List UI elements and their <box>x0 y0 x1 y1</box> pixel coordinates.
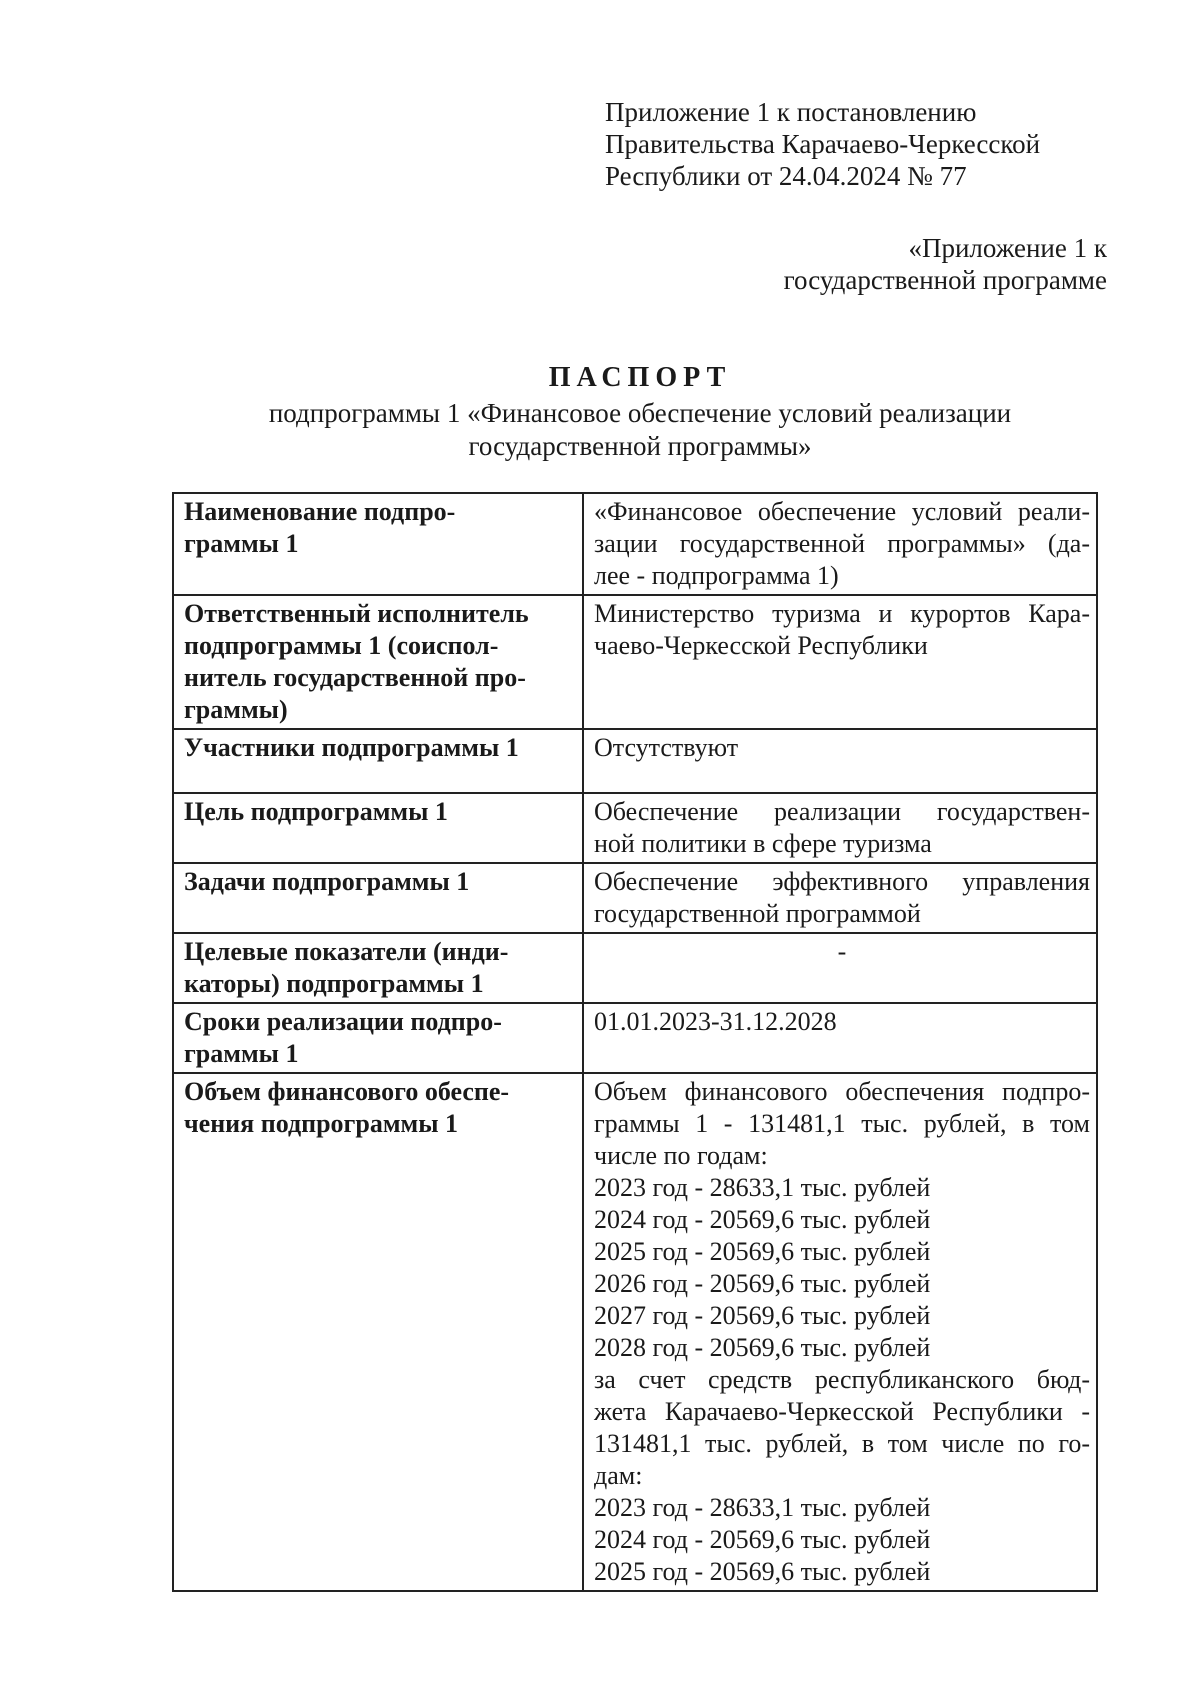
row-label: Ответственный исполнитель подпрограммы 1 (соиспол- нитель государственной про- граммы) <box>173 595 583 729</box>
row-label: Цель подпрограммы 1 <box>173 793 583 863</box>
row-label: Целевые показатели (инди- каторы) подпрограммы 1 <box>173 933 583 1003</box>
table-row <box>173 933 1097 1003</box>
decree-line-3: Республики от 24.04.2024 № 77 <box>605 161 967 191</box>
passport-table <box>172 492 1098 1592</box>
table-row <box>173 1073 1097 1591</box>
decree-line-2: Правительства Карачаево-Черкесской <box>605 129 1041 159</box>
subtitle-line-1: подпрограммы 1 «Финансовое обеспечение условий реализации <box>268 398 1012 428</box>
row-value: «Финансовое обеспечение условий реали- зации государственной программы» (да- лее - подпрограмма 1) <box>583 493 1097 595</box>
row-value: Обеспечение эффективного управления государственной программой <box>583 863 1097 933</box>
row-label: Сроки реализации подпро- граммы 1 <box>173 1003 583 1073</box>
appendix-note <box>627 232 1107 296</box>
row-value: - <box>583 933 1097 1003</box>
page-title: ПАСПОРТ <box>548 362 732 393</box>
row-value: 01.01.2023-31.12.2028 <box>583 1003 1097 1073</box>
row-value: Министерство туризма и курортов Кара- чаево-Черкесской Республики <box>583 595 1097 729</box>
table-row <box>173 729 1097 793</box>
table-row <box>173 793 1097 863</box>
subtitle-line-2: государственной программы» <box>468 431 812 461</box>
table-row <box>173 863 1097 933</box>
table-row <box>173 1003 1097 1073</box>
row-label: Участники подпрограммы 1 <box>173 729 583 793</box>
row-label: Наименование подпро- граммы 1 <box>173 493 583 595</box>
appendix-line-2: государственной программе <box>783 265 1107 295</box>
row-value: Обеспечение реализации государствен- ной политики в сфере туризма <box>583 793 1097 863</box>
row-value: Отсутствуют <box>583 729 1097 793</box>
page-subtitle <box>0 397 1200 463</box>
row-label: Задачи подпрограммы 1 <box>173 863 583 933</box>
table-row <box>173 493 1097 595</box>
decree-reference <box>605 96 1125 192</box>
decree-line-1: Приложение 1 к постановлению <box>605 97 977 127</box>
row-value: Объем финансового обеспечения подпро- граммы 1 - 131481,1 тыс. рублей, в том числе по годам: 2023 год - 28633,1 тыс. рублей 2024 год - 20569,6 тыс. рублей 2025 год - 20569,6 тыс. рублей 2026 год - 20569,6 тыс. рублей 2027 год - 20569,6 тыс. рублей 2028 год - 20569,6 тыс. рублей за счет средств республиканского бюд- жета Карачаево-Черкесской Республики - 131481,1 тыс. рублей, в том числе по го- дам: 2023 год - 28633,1 тыс. рублей 2024 год - 20569,6 тыс. рублей 2025 год - 20569,6 тыс. рублей <box>583 1073 1097 1591</box>
row-label: Объем финансового обеспе- чения подпрограммы 1 <box>173 1073 583 1591</box>
table-row <box>173 595 1097 729</box>
appendix-line-1: «Приложение 1 к <box>908 233 1107 263</box>
